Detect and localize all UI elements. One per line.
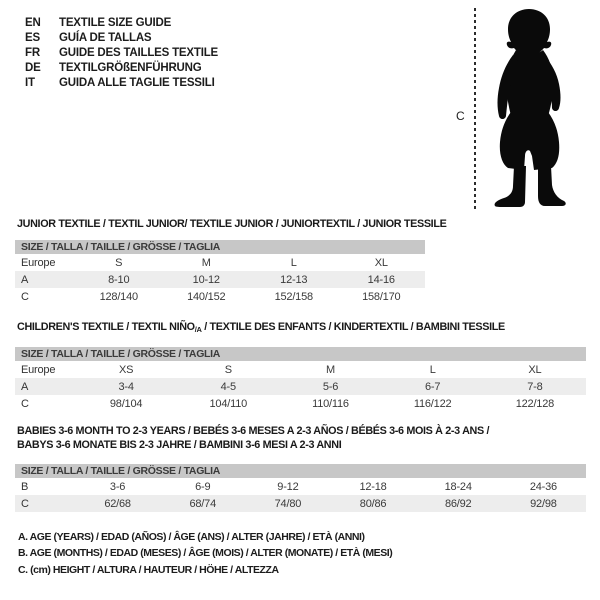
height-dashed-line xyxy=(474,8,476,209)
table-cell: 140/152 xyxy=(187,290,226,303)
row-label: A xyxy=(21,380,29,393)
table-cell: 14-16 xyxy=(367,273,395,286)
table-row xyxy=(15,361,586,378)
size-header-bar: SIZE / TALLA / TAILLE / GRÖSSE / TAGLIA xyxy=(15,464,586,478)
table-cell: 122/128 xyxy=(515,397,555,410)
row-label: Europe xyxy=(21,363,56,376)
table-cell: 8-10 xyxy=(108,273,130,286)
babies-size-table xyxy=(15,464,586,512)
language-label: TEXTILGRÖßENFÜHRUNG xyxy=(59,62,202,74)
row-label: C xyxy=(21,497,29,510)
table-row xyxy=(15,478,586,495)
table-cell: 92/98 xyxy=(530,497,557,510)
row-label: Europe xyxy=(21,256,56,269)
table-cell: M xyxy=(325,363,335,376)
language-code: ES xyxy=(25,32,40,44)
table-cell: 12-18 xyxy=(359,480,387,493)
table-cell: L xyxy=(429,363,436,376)
table-cell: 158/170 xyxy=(362,290,401,303)
table-cell: 74/80 xyxy=(274,497,302,510)
junior-table-title: JUNIOR TEXTILE / TEXTIL JUNIOR/ TEXTILE JUNIOR / JUNIORTEXTIL / JUNIOR TESSILE xyxy=(17,218,447,230)
footnote-a: A. AGE (YEARS) / EDAD (AÑOS) / ÂGE (ANS) / ALTER (JAHRE) / ETÀ (ANNI) xyxy=(18,531,365,543)
footnote-b: B. AGE (MONTHS) / EDAD (MESES) / ÂGE (MOIS) / ALTER (MONATE) / ETÀ (MESI) xyxy=(18,547,393,560)
footnotes xyxy=(18,529,392,578)
size-header-bar: SIZE / TALLA / TAILLE / GRÖSSE / TAGLIA xyxy=(15,240,425,254)
children-table-title: CHILDREN'S TEXTILE / TEXTIL $NIÑO_{/A}$ / TEXTILE DES ENFANTS / KINDERTEXTIL / BAMBINI TESSILE xyxy=(17,321,505,334)
children-size-table xyxy=(15,347,586,412)
language-code: EN xyxy=(25,17,41,29)
table-cell: 6-7 xyxy=(425,380,441,393)
table-cell: 80/86 xyxy=(359,497,387,510)
row-label: B xyxy=(21,480,29,493)
table-cell: 68/74 xyxy=(189,497,216,510)
table-cell: 24-36 xyxy=(529,480,557,493)
table-cell: S xyxy=(115,256,123,269)
row-label: C xyxy=(21,290,29,303)
language-code: FR xyxy=(25,47,40,59)
table-cell: 12-13 xyxy=(280,273,308,286)
table-row xyxy=(15,271,425,288)
table-row xyxy=(15,395,586,412)
table-cell: 10-12 xyxy=(192,273,220,286)
baby-silhouette-icon xyxy=(480,8,590,208)
junior-size-table xyxy=(15,240,425,305)
language-label: GUIDA ALLE TAGLIE TESSILI xyxy=(59,77,215,89)
table-cell: 116/122 xyxy=(413,397,452,410)
table-cell: 98/104 xyxy=(109,397,143,410)
table-row xyxy=(15,495,586,512)
footnote-c: C. (cm) HEIGHT / ALTURA / HAUTEUR / HÖHE / ALTEZZA xyxy=(18,563,279,576)
table-cell: 128/140 xyxy=(99,290,138,303)
size-header-bar: SIZE / TALLA / TAILLE / GRÖSSE / TAGLIA xyxy=(15,347,586,361)
table-cell: 18-24 xyxy=(444,480,472,493)
table-cell: 6-9 xyxy=(195,480,211,493)
language-header xyxy=(25,16,218,91)
table-cell: 3-6 xyxy=(109,480,126,493)
table-cell: 110/116 xyxy=(312,397,349,410)
table-cell: M xyxy=(201,256,211,269)
table-cell: 104/110 xyxy=(209,397,248,410)
table-cell: 86/92 xyxy=(444,497,472,510)
language-code: DE xyxy=(25,62,41,74)
language-label: GUÍA DE TALLAS xyxy=(59,32,152,44)
table-cell: 4-5 xyxy=(220,380,236,393)
language-row xyxy=(25,76,218,91)
table-cell: S xyxy=(224,363,232,376)
language-label: TEXTILE SIZE GUIDE xyxy=(59,17,172,29)
table-cell: XL xyxy=(374,256,388,269)
table-cell: 152/158 xyxy=(274,290,313,303)
table-cell: 5-6 xyxy=(322,380,339,393)
table-row xyxy=(15,254,425,271)
table-cell: 9-12 xyxy=(277,480,299,493)
height-measure-figure xyxy=(455,5,600,211)
table-row xyxy=(15,378,586,395)
height-measure-label: C xyxy=(456,109,465,123)
table-cell: 62/68 xyxy=(104,497,131,510)
table-row xyxy=(15,288,425,305)
table-cell: 7-8 xyxy=(527,380,543,393)
language-label: GUIDE DES TAILLES TEXTILE xyxy=(59,47,218,59)
table-cell: L xyxy=(290,256,297,269)
table-cell: XS xyxy=(118,363,134,376)
language-code: IT xyxy=(25,77,35,89)
language-row xyxy=(25,46,218,61)
row-label: A xyxy=(21,273,29,286)
table-cell: XL xyxy=(528,363,542,376)
language-row xyxy=(25,61,218,76)
language-row xyxy=(25,16,218,31)
table-cell: 3-4 xyxy=(118,380,134,393)
row-label: C xyxy=(21,397,29,410)
language-row xyxy=(25,31,218,46)
babies-table-title: BABIES 3-6 MONTH TO 2-3 YEARS / BEBÉS 3-6 MESES A 2-3 AÑOS / BÉBÉS 3-6 MOIS À 2-3 ANS / BABYS 3-6 MONATE BIS 2-3 JAHRE / BAMBINI 3-6 MESI A 2-3 ANNI xyxy=(17,425,490,451)
